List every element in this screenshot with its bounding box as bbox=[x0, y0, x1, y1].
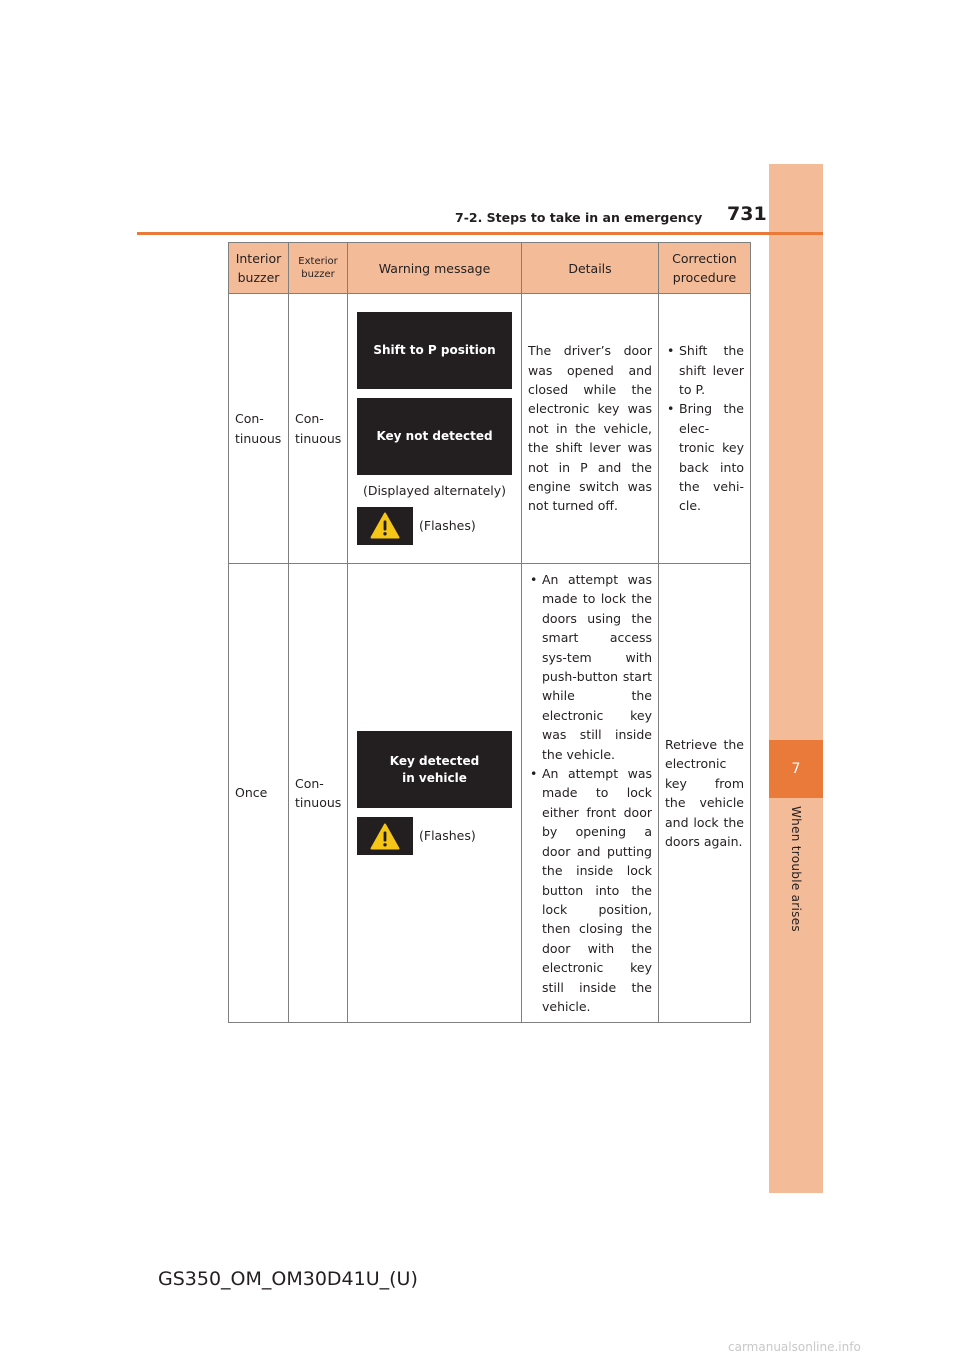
exterior-buzzer-cell: Con- tinuous bbox=[289, 564, 348, 1023]
chapter-label: When trouble arises bbox=[789, 806, 803, 932]
details-cell bbox=[522, 564, 659, 1023]
column-header: Warning message bbox=[348, 243, 522, 294]
display-key-not-detected: Key not detected bbox=[357, 398, 512, 475]
column-header: Exterior buzzer bbox=[289, 243, 348, 294]
details-cell: The driver’s door was opened and closed while the electronic key was not in the vehicle, the shift lever was not in P and the engine switch was not turned off. bbox=[522, 294, 659, 564]
warning-message-cell bbox=[348, 564, 522, 1023]
column-header: Interior buzzer bbox=[229, 243, 289, 294]
warning-icon-row bbox=[357, 507, 512, 545]
warning-triangle-icon bbox=[357, 817, 413, 855]
chapter-number: 7 bbox=[769, 740, 823, 798]
page-number: 731 bbox=[727, 203, 767, 225]
table-row bbox=[229, 564, 751, 1023]
side-tab-strip bbox=[769, 164, 823, 1193]
watermark: carmanualsonline.info bbox=[728, 1340, 861, 1354]
correction-cell bbox=[659, 294, 751, 564]
header-rule bbox=[137, 232, 823, 235]
details-item: • An attempt was made to lock the doors using the smart access sys-tem with push-button start while the electronic key was still inside the vehicle. bbox=[528, 570, 652, 764]
correction-cell: Retrieve the electronic key from the vehicle and lock the doors again. bbox=[659, 564, 751, 1023]
warning-table bbox=[228, 242, 751, 1023]
flashes-note: (Flashes) bbox=[419, 518, 476, 533]
correction-item: • Shift the shift lever to P. bbox=[665, 341, 744, 399]
display-shift-to-p: Shift to P position bbox=[357, 312, 512, 389]
interior-buzzer-cell: Once bbox=[229, 564, 289, 1023]
exterior-buzzer-cell: Con- tinuous bbox=[289, 294, 348, 564]
table-header-row bbox=[229, 243, 751, 294]
message-note: (Displayed alternately) bbox=[362, 483, 507, 499]
column-header: Details bbox=[522, 243, 659, 294]
document-code: GS350_OM_OM30D41U_(U) bbox=[158, 1268, 418, 1290]
warning-message-cell bbox=[348, 294, 522, 564]
details-item: • An attempt was made to lock either front door by opening a door and putting the inside lock button into the lock position, then closing the door with the electronic key still inside the vehicle. bbox=[528, 764, 652, 1016]
warning-triangle-icon bbox=[357, 507, 413, 545]
correction-item: • Bring the elec-tronic key back into the vehi-cle. bbox=[665, 399, 744, 515]
flashes-note: (Flashes) bbox=[419, 828, 476, 844]
interior-buzzer-cell: Con- tinuous bbox=[229, 294, 289, 564]
warning-icon-row bbox=[357, 817, 512, 855]
table-row bbox=[229, 294, 751, 564]
section-title: 7-2. Steps to take in an emergency bbox=[455, 210, 703, 225]
display-key-detected: Key detected in vehicle bbox=[357, 731, 512, 808]
column-header: Correction procedure bbox=[659, 243, 751, 294]
